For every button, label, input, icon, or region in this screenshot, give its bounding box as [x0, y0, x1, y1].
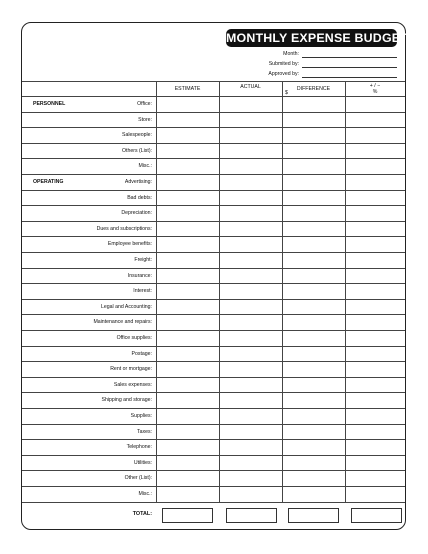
cell-difference[interactable] — [282, 236, 345, 252]
cell-estimate[interactable] — [156, 158, 219, 174]
cell-actual[interactable] — [219, 424, 282, 440]
row-label: Office supplies: — [116, 335, 152, 341]
cell-percent[interactable] — [345, 143, 405, 159]
cell-estimate[interactable] — [156, 346, 219, 362]
cell-percent[interactable] — [345, 408, 405, 424]
cell-percent[interactable] — [345, 314, 405, 330]
cell-estimate[interactable] — [156, 424, 219, 440]
row-rule — [22, 502, 405, 503]
cell-actual[interactable] — [219, 127, 282, 143]
row-label: Store: — [138, 116, 152, 123]
cell-difference[interactable] — [282, 346, 345, 362]
cell-difference[interactable] — [282, 424, 345, 440]
cell-percent[interactable] — [345, 330, 405, 346]
meta-field-submitedby[interactable] — [302, 67, 397, 68]
cell-estimate[interactable] — [156, 268, 219, 284]
section-label-operating: OPERATING — [33, 179, 64, 185]
cell-actual[interactable] — [219, 330, 282, 346]
cell-difference[interactable] — [282, 361, 345, 377]
cell-percent[interactable] — [345, 470, 405, 486]
cell-estimate[interactable] — [156, 112, 219, 128]
row-label: Bad debts: — [127, 194, 152, 201]
cell-difference[interactable] — [282, 330, 345, 346]
cell-actual[interactable] — [219, 439, 282, 455]
cell-difference[interactable] — [282, 127, 345, 143]
cell-actual[interactable] — [219, 174, 282, 190]
cell-percent[interactable] — [345, 221, 405, 237]
cell-actual[interactable] — [219, 158, 282, 174]
cell-percent[interactable] — [345, 283, 405, 299]
cell-actual[interactable] — [219, 392, 282, 408]
row-label: Supplies: — [130, 413, 152, 419]
cell-actual[interactable] — [219, 205, 282, 221]
cell-difference[interactable] — [282, 252, 345, 268]
row-label: Others (List): — [122, 147, 152, 154]
cell-percent[interactable] — [345, 486, 405, 502]
cell-actual[interactable] — [219, 236, 282, 252]
cell-percent[interactable] — [345, 205, 405, 221]
row-label: Misc.: — [138, 163, 152, 170]
row-label: Sales expenses: — [113, 381, 152, 388]
meta-field-month[interactable] — [302, 57, 397, 58]
cell-difference[interactable] — [282, 283, 345, 299]
row-label: Office: — [137, 101, 152, 107]
cell-actual[interactable] — [219, 314, 282, 330]
cell-percent[interactable] — [345, 96, 405, 112]
col-header-estimate: ESTIMATE — [174, 86, 201, 92]
row-label: Advertising: — [124, 179, 152, 185]
cell-estimate[interactable] — [156, 361, 219, 377]
cell-percent[interactable] — [345, 377, 405, 393]
col-header-percent: % — [372, 89, 378, 95]
cell-estimate[interactable] — [156, 408, 219, 424]
cell-actual[interactable] — [219, 346, 282, 362]
cell-difference[interactable] — [282, 455, 345, 471]
row-label: Misc.: — [138, 491, 152, 497]
row-label: Dues and subscriptions: — [96, 225, 152, 232]
row-label: Taxes: — [137, 428, 152, 435]
cell-percent[interactable] — [345, 236, 405, 252]
row-label: Other (List): — [124, 475, 152, 482]
cell-percent[interactable] — [345, 346, 405, 362]
cell-actual[interactable] — [219, 112, 282, 128]
row-label: Insurance: — [127, 272, 152, 279]
row-label: Freight: — [134, 257, 152, 263]
cell-actual[interactable] — [219, 268, 282, 284]
cell-actual[interactable] — [219, 96, 282, 112]
cell-difference[interactable] — [282, 377, 345, 393]
cell-estimate[interactable] — [156, 330, 219, 346]
cell-percent[interactable] — [345, 127, 405, 143]
cell-estimate[interactable] — [156, 439, 219, 455]
row-label: Maintenance and repairs: — [93, 319, 152, 326]
cell-difference[interactable] — [282, 408, 345, 424]
cell-actual[interactable] — [219, 408, 282, 424]
cell-percent[interactable] — [345, 439, 405, 455]
cell-estimate[interactable] — [156, 486, 219, 502]
total-estimate-box[interactable] — [162, 508, 213, 523]
total-label: TOTAL: — [132, 511, 152, 517]
cell-actual[interactable] — [219, 299, 282, 315]
row-label: Salespeople: — [122, 132, 152, 139]
cell-difference[interactable] — [282, 96, 345, 112]
cell-actual[interactable] — [219, 283, 282, 299]
cell-actual[interactable] — [219, 470, 282, 486]
meta-field-approvedby[interactable] — [302, 77, 397, 78]
meta-label-month: Month: — [283, 51, 299, 57]
difference-dollar-sign: $ — [285, 90, 288, 96]
row-label: Shipping and storage: — [101, 397, 152, 404]
cell-estimate[interactable] — [156, 392, 219, 408]
cell-actual[interactable] — [219, 221, 282, 237]
col-header-plus-minus: + / − — [369, 83, 381, 89]
cell-actual[interactable] — [219, 486, 282, 502]
cell-difference[interactable] — [282, 268, 345, 284]
cell-difference[interactable] — [282, 392, 345, 408]
cell-percent[interactable] — [345, 455, 405, 471]
row-label: Employee benefits: — [107, 241, 152, 248]
row-label: Postage: — [131, 350, 152, 357]
row-label: Interest: — [133, 288, 152, 295]
cell-percent[interactable] — [345, 112, 405, 128]
cell-actual[interactable] — [219, 377, 282, 393]
row-label: Utilities: — [133, 459, 152, 466]
table-top-rule — [22, 81, 405, 82]
cell-difference[interactable] — [282, 205, 345, 221]
cell-percent[interactable] — [345, 190, 405, 206]
form-title: MONTHLY EXPENSE BUDGET — [226, 31, 409, 45]
cell-estimate[interactable] — [156, 299, 219, 315]
cell-actual[interactable] — [219, 361, 282, 377]
cell-estimate[interactable] — [156, 470, 219, 486]
cell-difference[interactable] — [282, 299, 345, 315]
cell-difference[interactable] — [282, 112, 345, 128]
total-percent-box[interactable] — [351, 508, 402, 523]
cell-difference[interactable] — [282, 221, 345, 237]
cell-estimate[interactable] — [156, 127, 219, 143]
cell-actual[interactable] — [219, 143, 282, 159]
cell-estimate[interactable] — [156, 455, 219, 471]
meta-label-submitedby: Submited by: — [268, 61, 299, 67]
cell-estimate[interactable] — [156, 236, 219, 252]
col-header-actual: ACTUAL — [240, 84, 261, 90]
meta-label-approvedby: Approved by: — [268, 71, 299, 77]
cell-estimate[interactable] — [156, 377, 219, 393]
cell-actual[interactable] — [219, 252, 282, 268]
cell-percent[interactable] — [345, 252, 405, 268]
cell-estimate[interactable] — [156, 190, 219, 206]
cell-estimate[interactable] — [156, 174, 219, 190]
cell-difference[interactable] — [282, 190, 345, 206]
total-difference-box[interactable] — [288, 508, 339, 523]
section-label-personnel: PERSONNEL — [33, 101, 66, 107]
cell-estimate[interactable] — [156, 143, 219, 159]
cell-difference[interactable] — [282, 486, 345, 502]
cell-difference[interactable] — [282, 439, 345, 455]
cell-estimate[interactable] — [156, 314, 219, 330]
cell-estimate[interactable] — [156, 205, 219, 221]
row-label: Depreciation: — [121, 210, 152, 217]
cell-actual[interactable] — [219, 455, 282, 471]
cell-estimate[interactable] — [156, 283, 219, 299]
cell-percent[interactable] — [345, 392, 405, 408]
cell-difference[interactable] — [282, 143, 345, 159]
cell-difference[interactable] — [282, 314, 345, 330]
cell-difference[interactable] — [282, 158, 345, 174]
row-label: Telephone: — [126, 444, 152, 451]
cell-percent[interactable] — [345, 268, 405, 284]
cell-estimate[interactable] — [156, 221, 219, 237]
row-label: Legal and Accounting: — [100, 303, 152, 310]
total-actual-box[interactable] — [226, 508, 277, 523]
cell-percent[interactable] — [345, 424, 405, 440]
cell-difference[interactable] — [282, 470, 345, 486]
row-label: Rent or mortgage: — [110, 366, 152, 373]
cell-estimate[interactable] — [156, 96, 219, 112]
cell-percent[interactable] — [345, 174, 405, 190]
col-header-difference: DIFFERENCE — [296, 86, 331, 92]
cell-estimate[interactable] — [156, 252, 219, 268]
cell-percent[interactable] — [345, 299, 405, 315]
cell-actual[interactable] — [219, 190, 282, 206]
cell-percent[interactable] — [345, 158, 405, 174]
cell-difference[interactable] — [282, 174, 345, 190]
cell-percent[interactable] — [345, 361, 405, 377]
